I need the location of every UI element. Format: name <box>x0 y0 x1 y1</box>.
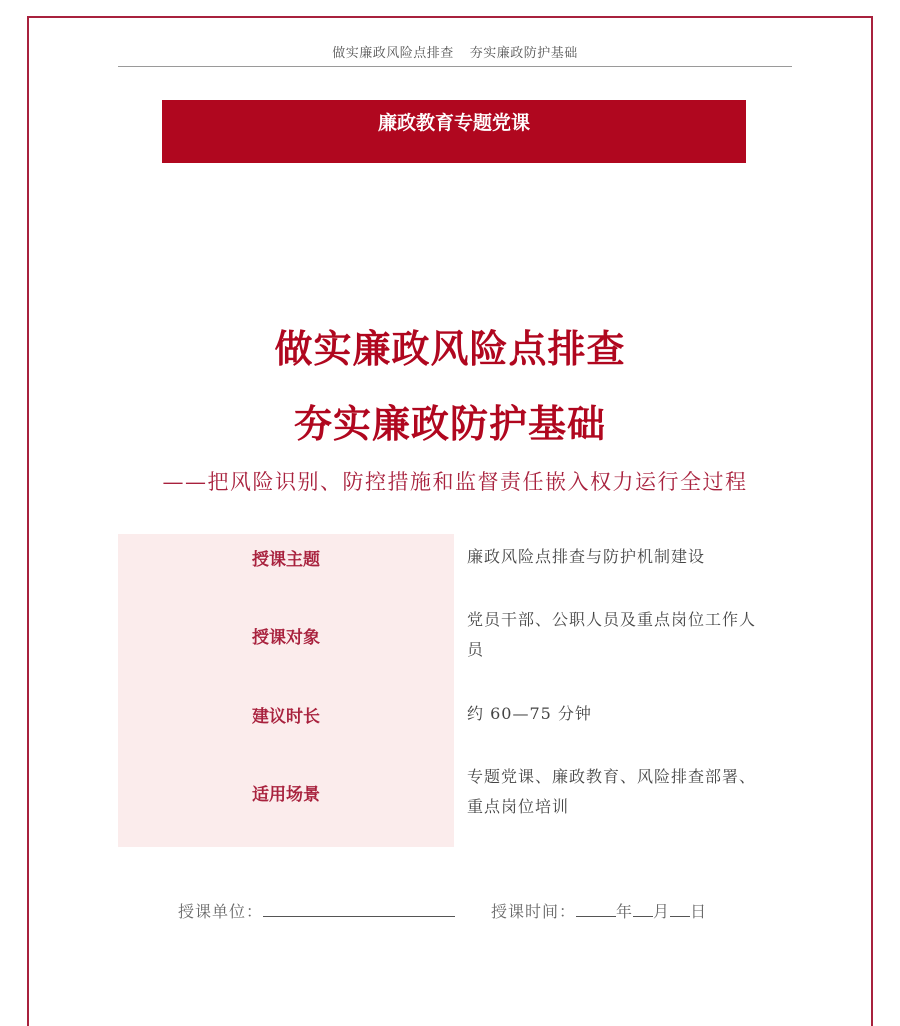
info-label: 授课主题 <box>252 550 320 570</box>
info-value: 专题党课、廉政教育、风险排查部署、重点岗位培训 <box>467 767 757 816</box>
title-line-1: 做实廉政风险点排查 <box>274 327 626 371</box>
running-header-right: 夯实廉政防护基础 <box>469 46 578 61</box>
running-header <box>118 42 792 61</box>
month-blank[interactable] <box>633 898 653 917</box>
subtitle: ——把风险识别、防控措施和监督责任嵌入权力运行全过程 <box>162 470 748 494</box>
day-label: 日 <box>690 902 708 921</box>
running-header-left: 做实廉政风险点排查 <box>332 46 454 61</box>
info-label: 适用场景 <box>252 785 320 805</box>
page-frame <box>27 16 873 1026</box>
info-label: 授课对象 <box>252 628 320 648</box>
header-divider <box>118 66 792 67</box>
banner-text: 廉政教育专题党课 <box>377 112 530 134</box>
time-label: 授课时间： <box>491 902 577 921</box>
footer-line <box>178 898 707 922</box>
unit-blank[interactable] <box>263 898 455 917</box>
year-blank[interactable] <box>576 898 616 917</box>
info-value: 廉政风险点排查与防护机制建设 <box>467 547 706 566</box>
info-value: 党员干部、公职人员及重点岗位工作人员 <box>467 610 757 659</box>
info-table <box>118 534 792 847</box>
banner <box>162 100 746 163</box>
year-label: 年 <box>616 902 634 921</box>
info-label: 建议时长 <box>252 707 320 727</box>
month-label: 月 <box>653 902 671 921</box>
unit-label: 授课单位： <box>178 902 264 921</box>
info-value: 约 60—75 分钟 <box>467 704 592 723</box>
day-blank[interactable] <box>670 898 690 917</box>
title-line-2: 夯实廉政防护基础 <box>293 402 606 446</box>
